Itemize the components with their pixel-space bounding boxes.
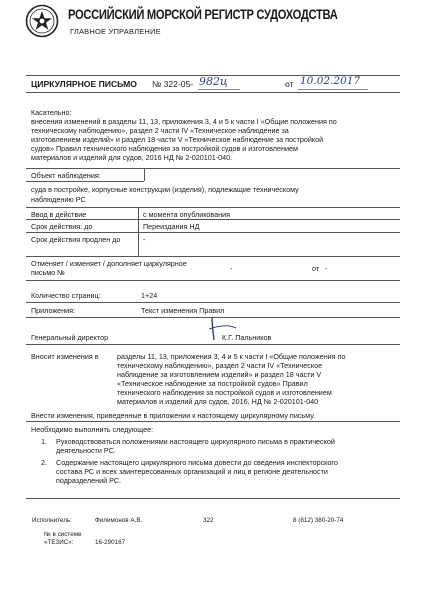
pages-label: Количество страниц: [31, 291, 101, 300]
valid-until-value: Переиздания НД [143, 222, 200, 231]
action-line: подразделений РС. [56, 476, 122, 485]
objects-line: суда в постройке, корпусные конструкции (изделия), подлежащие техническому [31, 185, 299, 194]
attachments-label: Приложения: [31, 306, 76, 315]
executor-phone: 8 (812) 380-20-74 [293, 517, 344, 524]
extended-until-label: Срок действия продлен до [31, 235, 121, 244]
action-num: 2. [41, 458, 47, 467]
director-label: Генеральный директор [31, 333, 109, 342]
cancels-letter-value: - [230, 264, 233, 273]
action-line: Руководствоваться положениями настоящего циркулярного письма в практической [56, 437, 335, 446]
objects-line: наблюдению РС [31, 195, 86, 204]
attachments-value: Текст изменения Правил [141, 306, 225, 315]
effective-date-value: с момента опубликования [143, 210, 231, 219]
director-name: К.Г. Пальников [222, 333, 272, 342]
system-number: 16-290167 [95, 539, 126, 546]
system-label: «ТЕЗИС»: [44, 539, 74, 546]
cancels-letter-label: Отменяет / изменяет / дополняет циркулярное письмо № [31, 259, 187, 277]
letter-number-handwritten: 982ц [199, 75, 228, 88]
header-bottom-rule [26, 92, 400, 93]
executor-name: Филимонов А.В. [95, 517, 143, 524]
executor-label: Исполнитель: [32, 517, 72, 524]
valid-until-label: Срок действия: до [31, 222, 93, 231]
letter-number-prefix: № 322-05- [152, 79, 194, 89]
action-line: состава РС и всех заинтересованных организаций и лиц в регионе деятельности [56, 467, 328, 476]
department: ГЛАВНОЕ УПРАВЛЕНИЕ [70, 27, 161, 36]
action-line: Содержание настоящего циркулярного письма довести до сведения инспекторского [56, 458, 338, 467]
system-label: № в системе [44, 531, 82, 538]
changes-line: материалов и изделий для судов, 2016, НД № 2-020101-040 [117, 397, 319, 406]
rs-logo [25, 4, 59, 38]
changes-line: «Техническое наблюдение за постройкой судов» Правил [117, 379, 308, 388]
effective-date-label: Ввод в действие [31, 210, 87, 219]
notice: Внести изменения, приведенные в приложении к настоящему циркулярному письму. [31, 411, 316, 420]
letter-type: ЦИРКУЛЯРНОЕ ПИСЬМО [31, 79, 137, 89]
subject-line: техническому наблюдению», раздел 2 части IV «Техническое наблюдение за [31, 126, 289, 135]
cancels-letter-date-value: - [325, 264, 328, 273]
executor-extension: 322 [203, 517, 214, 524]
actions-label: Необходимо выполнить следующее: [31, 425, 154, 434]
extended-until-value: - [143, 235, 146, 244]
cancels-letter-date-label: от [312, 264, 320, 273]
subject-line: изготовлением изделий» и раздел 18 части V «Техническое наблюдение за постройкой [31, 135, 324, 144]
changes-line: технического наблюдения за постройкой судов и изготовлением [117, 388, 332, 397]
action-line: деятельности РС. [56, 446, 116, 455]
subject-line: материалов и изделий для судов, 2016 НД № 2-020101-040. [31, 153, 233, 162]
org-name: РОССИЙСКИЙ МОРСКОЙ РЕГИСТР СУДОХОДСТВА [68, 6, 338, 22]
action-num: 1. [41, 437, 47, 446]
pages-value: 1+24 [141, 291, 158, 300]
letter-date-prefix: от [285, 79, 294, 89]
changes-line: наблюдение за изготовлением изделий» и раздел 18 части V [117, 370, 322, 379]
changes-line: техническому наблюдению», раздел 2 части IV «Техническое [117, 361, 323, 370]
subject-line: судов» Правил технического наблюдения за постройкой судов и изготовлением [31, 144, 298, 153]
objects-label: Объект наблюдения: [31, 171, 101, 180]
subject-line: внесения изменений в разделы 11, 13, приложения 3, 4 и 5 к части I «Общие положения по [31, 117, 337, 126]
letter-date-handwritten: 10.02.2017 [300, 75, 361, 87]
subject-label: Касательно: [31, 108, 72, 117]
changes-line: разделы 11, 13, приложения 3, 4 и 5 к части I «Общие положения по [117, 352, 346, 361]
changes-label: Вносит изменения в [31, 352, 99, 361]
